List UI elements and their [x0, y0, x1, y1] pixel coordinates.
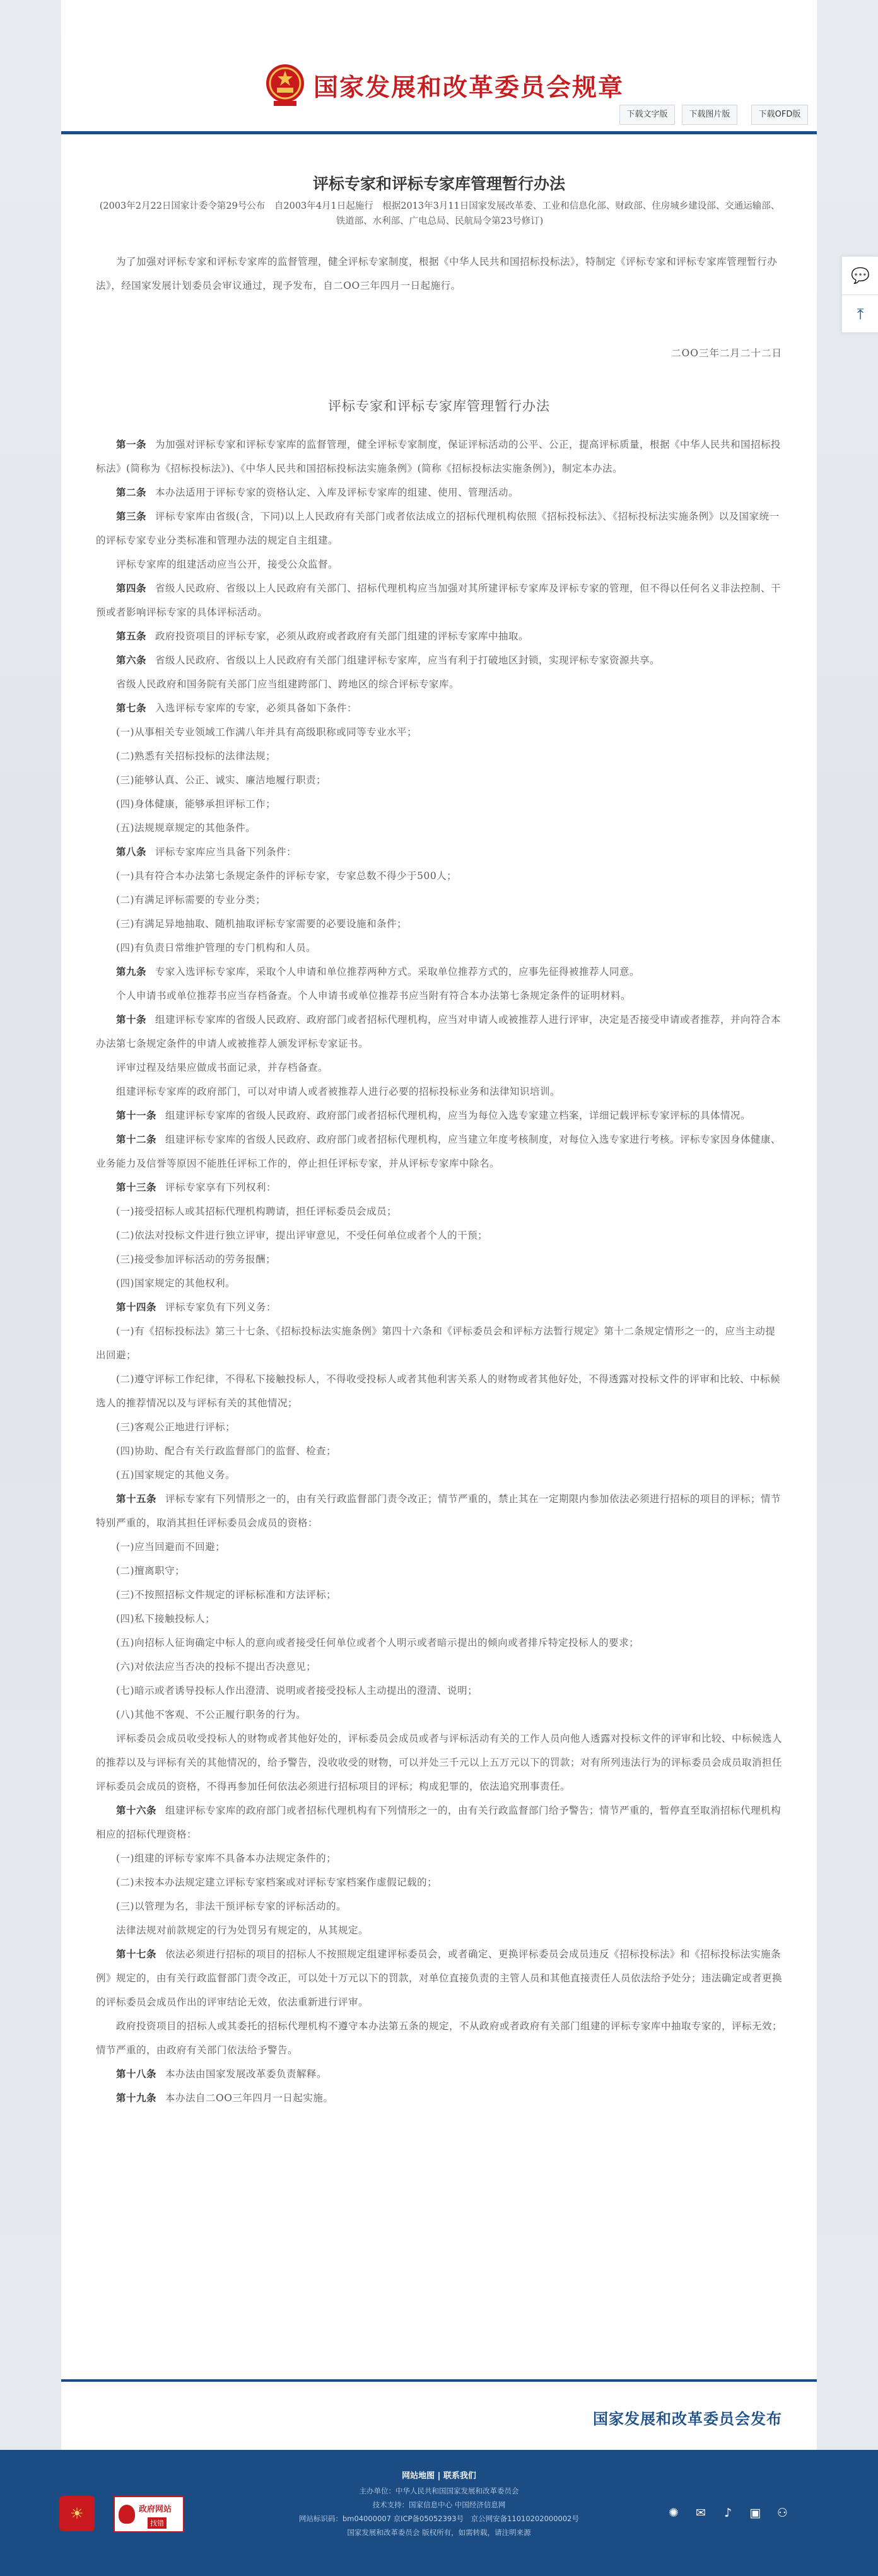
article-text: (五)法规规章规定的其他条件。: [116, 822, 256, 834]
article-sub-paragraph: [96, 1631, 782, 1655]
article-sub-paragraph: [96, 1894, 782, 1918]
article-number: 第七条: [116, 702, 147, 714]
article-sub-paragraph: [96, 1415, 782, 1439]
article-text: (一)有《招标投标法》第三十七条、《招标投标法实施条例》第四十六条和《评标委员会和评标方法暂行规定》第十二条规定情形之一的，应当主动提出回避；: [96, 1326, 776, 1361]
article-paragraph: [96, 1798, 782, 1846]
footer-divider: [61, 2379, 817, 2382]
article-number: 第十二条: [116, 1133, 157, 1145]
article-text: 评标专家库应当具备下列条件：: [155, 846, 297, 858]
article-sub-paragraph: [96, 744, 782, 768]
footer-line: 技术支持：国家信息中心 中国经济信息网: [372, 2500, 506, 2509]
social-icons: [666, 2505, 799, 2521]
article-text: (六)对依法应当否决的投标不提出否决意见；: [116, 1661, 317, 1672]
document-title: 评标专家和评标专家库管理暂行办法: [312, 175, 565, 193]
article-text: 本办法由国家发展改革委负责解释。: [165, 2068, 327, 2080]
article-paragraph: [96, 1487, 782, 1535]
article-text: 依法必须进行招标的项目的招标人不按照规定组建评标委员会，或者确定、更换评标委员会成员违反《招标投标法》和《招标投标法实施条例》规定的，由有关行政监督部门责令改正，可以处十万元以下的罚款，对单位直接负责的主管人员和其他直接责任人员依法给予处分；违法确定或者更换的评标委员会成员作出的评审结论无效，依法重新进行评审。: [96, 1949, 783, 2008]
section-title: 评标专家和评标专家库管理暂行办法: [328, 399, 550, 414]
article-text: (八)其他不客观、不公正履行职务的行为。: [116, 1709, 307, 1720]
weibo-icon[interactable]: ✺: [669, 2506, 679, 2520]
article-sub-paragraph: [96, 888, 782, 912]
article-text: 本办法自二OO三年四月一日起实施。: [165, 2092, 334, 2104]
download-ofd-button[interactable]: 下载OFD版: [751, 105, 808, 125]
article-text: 省级人民政府、省级以上人民政府有关部门组建评标专家库，应当有利于打破地区封锁，实现评标专家资源共享。: [155, 655, 660, 666]
article-text: (四)身体健康，能够承担评标工作；: [116, 798, 276, 810]
article-sub-paragraph: [96, 1583, 782, 1607]
article-text: (三)有满足异地抽取、随机抽取评标专家需要的必要设施和条件；: [116, 918, 407, 930]
article-number: 第十五条: [116, 1493, 157, 1505]
article-paragraph: [96, 1104, 782, 1128]
article-text: 政府投资项目的评标专家，必须从政府或者政府有关部门组建的评标专家库中抽取。: [155, 631, 529, 642]
article-text: 评标专家负有下列义务：: [165, 1302, 277, 1313]
article-text: 入选评标专家库的专家，必须具备如下条件：: [155, 702, 358, 714]
article-sub-paragraph: [96, 672, 782, 696]
article-text: (一)组建的评标专家库不具备本办法规定条件的；: [116, 1853, 337, 1864]
document-subtitle: (2003年2月22日国家计委令第29号公布 自2003年4月1日起施行 根据2013年3月11日国家发展改革委、工业和信息化部、财政部、住房城乡建设部、交通运输部、铁道部、水利部、广电总局、民航局令第23号修订): [99, 201, 780, 226]
article-number: 第十条: [116, 1013, 147, 1025]
article-text: 评标专家库的组建活动应当公开，接受公众监督。: [116, 559, 339, 570]
article-text: 评标专家库由省级(含，下同)以上人民政府有关部门或者依法成立的招标代理机构依照《招标投标法》、《招标投标法实施条例》以及国家统一的评标专家专业分类标准和管理办法的规定自主组建。: [96, 511, 780, 546]
article-sub-paragraph: [96, 1703, 782, 1727]
article-sub-paragraph: [96, 912, 782, 936]
article-number: 第五条: [116, 630, 147, 642]
article-paragraph: [96, 648, 782, 672]
article-paragraph: [96, 1008, 782, 1056]
article-text: (三)接受参加评标活动的劳务报酬；: [116, 1254, 276, 1265]
side-toolbar: [841, 256, 878, 333]
article-paragraph: [96, 576, 782, 624]
article-number: 第十六条: [116, 1804, 157, 1816]
article-paragraph: [96, 504, 782, 552]
footer-line: 主办单位：中华人民共和国国家发展和改革委员会: [359, 2486, 519, 2495]
article-text: 评审过程及结果应做成书面记录，并存档备查。: [116, 1062, 329, 1073]
article-sub-paragraph: [96, 1247, 782, 1271]
article-text: (三)以管理为名，非法干预评标专家的评标活动的。: [116, 1901, 347, 1912]
article-number: 第三条: [116, 510, 147, 522]
chat-icon[interactable]: 💬: [851, 267, 870, 284]
article-sub-paragraph: [96, 1607, 782, 1631]
article-text: (二)熟悉有关招标投标的法律法规；: [116, 750, 276, 762]
article-number: 第十九条: [116, 2092, 157, 2104]
article-text: (一)具有符合本办法第七条规定条件的评标专家，专家总数不得少于500人；: [116, 870, 457, 882]
article-number: 第十四条: [116, 1301, 157, 1313]
article-text: (一)应当回避而不回避；: [116, 1541, 226, 1553]
article-number: 第一条: [116, 438, 147, 450]
article-text: (五)国家规定的其他义务。: [116, 1469, 236, 1481]
download-text-button[interactable]: 下载文字版: [619, 105, 675, 125]
article-text: (一)接受招标人或其招标代理机构聘请，担任评标委员会成员；: [116, 1206, 397, 1217]
article-sub-paragraph: [96, 1918, 782, 1942]
article-text: 组建评标专家库的政府部门，可以对申请人或者被推荐人进行必要的招标投标业务和法律知识培训。: [116, 1086, 561, 1097]
article-text: 政府投资项目的招标人或其委托的招标代理机构不遵守本办法第五条的规定，不从政府或者政府有关部门组建的评标专家库中抽取专家的，评标无效；情节严重的，由政府有关部门依法给予警告。: [96, 2020, 783, 2056]
preface-paragraph: 为了加强对评标专家和评标专家库的监督管理，健全评标专家制度，根据《中华人民共和国招标投标法》，特制定《评标专家和评标专家库管理暂行办法》，经国家发展计划委员会审议通过，现予发布，自二OO三年四月一日起施行。: [96, 256, 778, 291]
article-number: 第十八条: [116, 2068, 157, 2080]
article-text: 组建评标专家库的省级人民政府、政府部门或者招标代理机构，应当对申请人或被推荐人进行评审，决定是否接受申请或者推荐，并向符合本办法第七条规定条件的申请人或被推荐人颁发评标专家证书。: [96, 1014, 781, 1049]
article-number: 第六条: [116, 654, 147, 666]
header-title: 国家发展和改革委员会规章: [313, 73, 624, 102]
article-text: 评标委员会成员收受投标人的财物或者其他好处的，评标委员会成员或者与评标活动有关的工作人员向他人透露对投标文件的评审和比较、中标候选人的推荐以及与评标有关的其他情况的，给予警告，没收收受的财物，可以并处三千元以上五万元以下的罚款；对有所列违法行为的评标委员会成员取消担任评标委员会成员的资格，不得再参加任何依法必须进行招标项目的评标；构成犯罪的，依法追究刑事责任。: [96, 1733, 783, 1792]
article-sub-paragraph: [96, 1439, 782, 1463]
article-paragraph: [96, 2086, 782, 2110]
article-text: 组建评标专家库的省级人民政府、政府部门或者招标代理机构，应当为每位入选专家建立档案，详细记载评标专家评标的具体情况。: [165, 1110, 751, 1121]
article-text: (三)客观公正地进行评标；: [116, 1421, 236, 1433]
article-paragraph: [96, 624, 782, 648]
article-text: (二)依法对投标文件进行独立评审，提出评审意见，不受任何单位或者个人的干预；: [116, 1230, 488, 1241]
article-text: 组建评标专家库的省级人民政府、政府部门或者招标代理机构，应当建立年度考核制度，对每位入选专家进行考核。评标专家因身体健康、业务能力及信誉等原因不能胜任评标工作的，停止担任评标专家，并从评标专家库中除名。: [96, 1134, 781, 1169]
back-to-top-icon[interactable]: ⤒: [842, 294, 878, 333]
article-sub-paragraph: [96, 1056, 782, 1080]
national-emblem-icon: [263, 61, 307, 110]
article-sub-paragraph: [96, 864, 782, 888]
gov-logo-badge: 找错: [148, 2517, 167, 2529]
article-text: 个人申请书或单位推荐书应当存档备查。个人申请书或单位推荐书应当附有符合本办法第七条规定条件的证明材料。: [116, 990, 631, 1001]
article-sub-paragraph: [96, 936, 782, 960]
article-paragraph: [96, 1175, 782, 1199]
article-text: (四)协助、配合有关行政监督部门的监督、检查；: [116, 1445, 337, 1457]
wechat-icon[interactable]: ✉: [696, 2506, 706, 2520]
article-sub-paragraph: [96, 1655, 782, 1679]
douyin-icon[interactable]: ♪: [724, 2506, 732, 2520]
article-paragraph: [96, 481, 782, 504]
article-sub-paragraph: [96, 768, 782, 792]
article-paragraph: [96, 1128, 782, 1175]
footer-line: 国家发展和改革委员会 版权所有，如需转载，请注明来源: [347, 2528, 531, 2537]
gov-logo-title: 政府网站: [139, 2505, 172, 2514]
article-number: 第十七条: [116, 1948, 157, 1960]
article-number: 第十一条: [116, 1109, 157, 1121]
article-text: (二)未按本办法规定建立评标专家档案或对评标专家档案作虚假记载的；: [116, 1877, 438, 1888]
publisher: 国家发展和改革委员会发布: [593, 2410, 782, 2428]
issue-date: 二OO三年二月二十二日: [671, 347, 782, 359]
article-text: 评标专家享有下列权利：: [165, 1182, 277, 1193]
article-paragraph: [96, 433, 782, 481]
download-image-button[interactable]: 下载图片版: [682, 105, 737, 125]
document-paper: [61, 0, 817, 2450]
header-divider: [61, 131, 817, 134]
party-emblem-logo[interactable]: ☀: [59, 2496, 95, 2531]
footer-line: 网站标识码：bm04000007 京ICP备05052393号 京公网安备11010202000002号: [298, 2514, 579, 2523]
article-number: 第八条: [116, 846, 147, 858]
article-paragraph: [96, 960, 782, 984]
article-sub-paragraph: [96, 552, 782, 576]
accessibility-icon[interactable]: ⚇: [776, 2506, 788, 2520]
article-text: (七)暗示或者诱导投标人作出澄清、说明或者接受投标人主动提出的澄清、说明；: [116, 1685, 478, 1696]
article-text: (二)有满足评标需要的专业分类；: [116, 894, 266, 906]
article-text: 专家入选评标专家库，采取个人申请和单位推荐两种方式。采取单位推荐方式的，应事先征得被推荐人同意。: [155, 966, 640, 977]
article-text: 省级人民政府、省级以上人民政府有关部门、招标代理机构应当加强对其所建评标专家库及评标专家的管理，但不得以任何名义非法控制、干预或者影响评标专家的具体评标活动。: [96, 583, 781, 618]
article-sub-paragraph: [96, 1846, 782, 1870]
article-sub-paragraph: [96, 1367, 782, 1415]
article-number: 第九条: [116, 965, 147, 977]
footer-links[interactable]: 网站地图 | 联系我们: [402, 2471, 476, 2481]
app-icon[interactable]: ▣: [749, 2506, 761, 2520]
article-paragraph: [96, 1295, 782, 1319]
article-sub-paragraph: [96, 720, 782, 744]
article-sub-paragraph: [96, 1870, 782, 1894]
site-footer: [0, 2450, 878, 2576]
article-sub-paragraph: [96, 1559, 782, 1583]
article-sub-paragraph: [96, 1271, 782, 1295]
article-text: (三)不按照招标文件规定的评标标准和方法评标；: [116, 1589, 337, 1600]
article-number: 第二条: [116, 486, 147, 498]
article-text: (一)从事相关专业领域工作满八年并具有高级职称或同等专业水平；: [116, 726, 418, 738]
article-sub-paragraph: [96, 1463, 782, 1487]
article-sub-paragraph: [96, 1319, 782, 1367]
article-text: (四)私下接触投标人；: [116, 1613, 216, 1624]
article-text: (三)能够认真、公正、诚实、廉洁地履行职责；: [116, 774, 327, 786]
article-sub-paragraph: [96, 1199, 782, 1223]
article-text: 本办法适用于评标专家的资格认定、入库及评标专家库的组建、使用、管理活动。: [155, 487, 519, 498]
article-text: 组建评标专家库的政府部门或者招标代理机构有下列情形之一的，由有关行政监督部门给予警告；情节严重的，暂停直至取消招标代理机构相应的招标代理资格：: [96, 1805, 781, 1840]
article-number: 第十三条: [116, 1181, 157, 1193]
article-sub-paragraph: [96, 984, 782, 1008]
article-text: (五)向招标人征询确定中标人的意向或者接受任何单位或者个人明示或者暗示提出的倾向或者排斥特定投标人的要求；: [116, 1637, 640, 1648]
article-sub-paragraph: [96, 1080, 782, 1104]
article-paragraph: [96, 696, 782, 720]
article-text: (四)国家规定的其他权利。: [116, 1278, 236, 1289]
article-sub-paragraph: [96, 2014, 782, 2062]
article-paragraph: [96, 2062, 782, 2086]
article-paragraph: [96, 840, 782, 864]
article-paragraph: [96, 1942, 782, 2014]
article-text: 为加强对评标专家和评标专家库的监督管理，健全评标专家制度，保证评标活动的公平、公正，提高评标质量，根据《中华人民共和国招标投标法》(简称为《招标投标法》)、《中华人民共和国招标投标法实施条例》(简称《招标投标法实施条例》)，制定本办法。: [96, 439, 781, 474]
article-sub-paragraph: [96, 816, 782, 840]
article-sub-paragraph: [96, 1727, 782, 1798]
article-text: (四)有负责日常维护管理的专门机构和人员。: [116, 942, 317, 953]
article-sub-paragraph: [96, 1679, 782, 1703]
article-sub-paragraph: [96, 1223, 782, 1247]
article-number: 第四条: [116, 582, 147, 594]
article-text: 评标专家有下列情形之一的，由有关行政监督部门责令改正；情节严重的，禁止其在一定期限内参加依法必须进行招标的项目的评标；情节特别严重的，取消其担任评标委员会成员的资格：: [96, 1493, 781, 1529]
article-text: (二)遵守评标工作纪律，不得私下接触投标人，不得收受投标人或者其他利害关系人的财物或者其他好处，不得透露对投标文件的评审和比较、中标候选人的推荐情况以及与评标有关的其他情况；: [96, 1373, 781, 1409]
article-text: 省级人民政府和国务院有关部门应当组建跨部门、跨地区的综合评标专家库。: [116, 679, 460, 690]
article-text: 法律法规对前款规定的行为处罚另有规定的，从其规定。: [116, 1925, 369, 1936]
article-sub-paragraph: [96, 792, 782, 816]
article-sub-paragraph: [96, 1535, 782, 1559]
article-text: (二)擅离职守；: [116, 1565, 185, 1576]
